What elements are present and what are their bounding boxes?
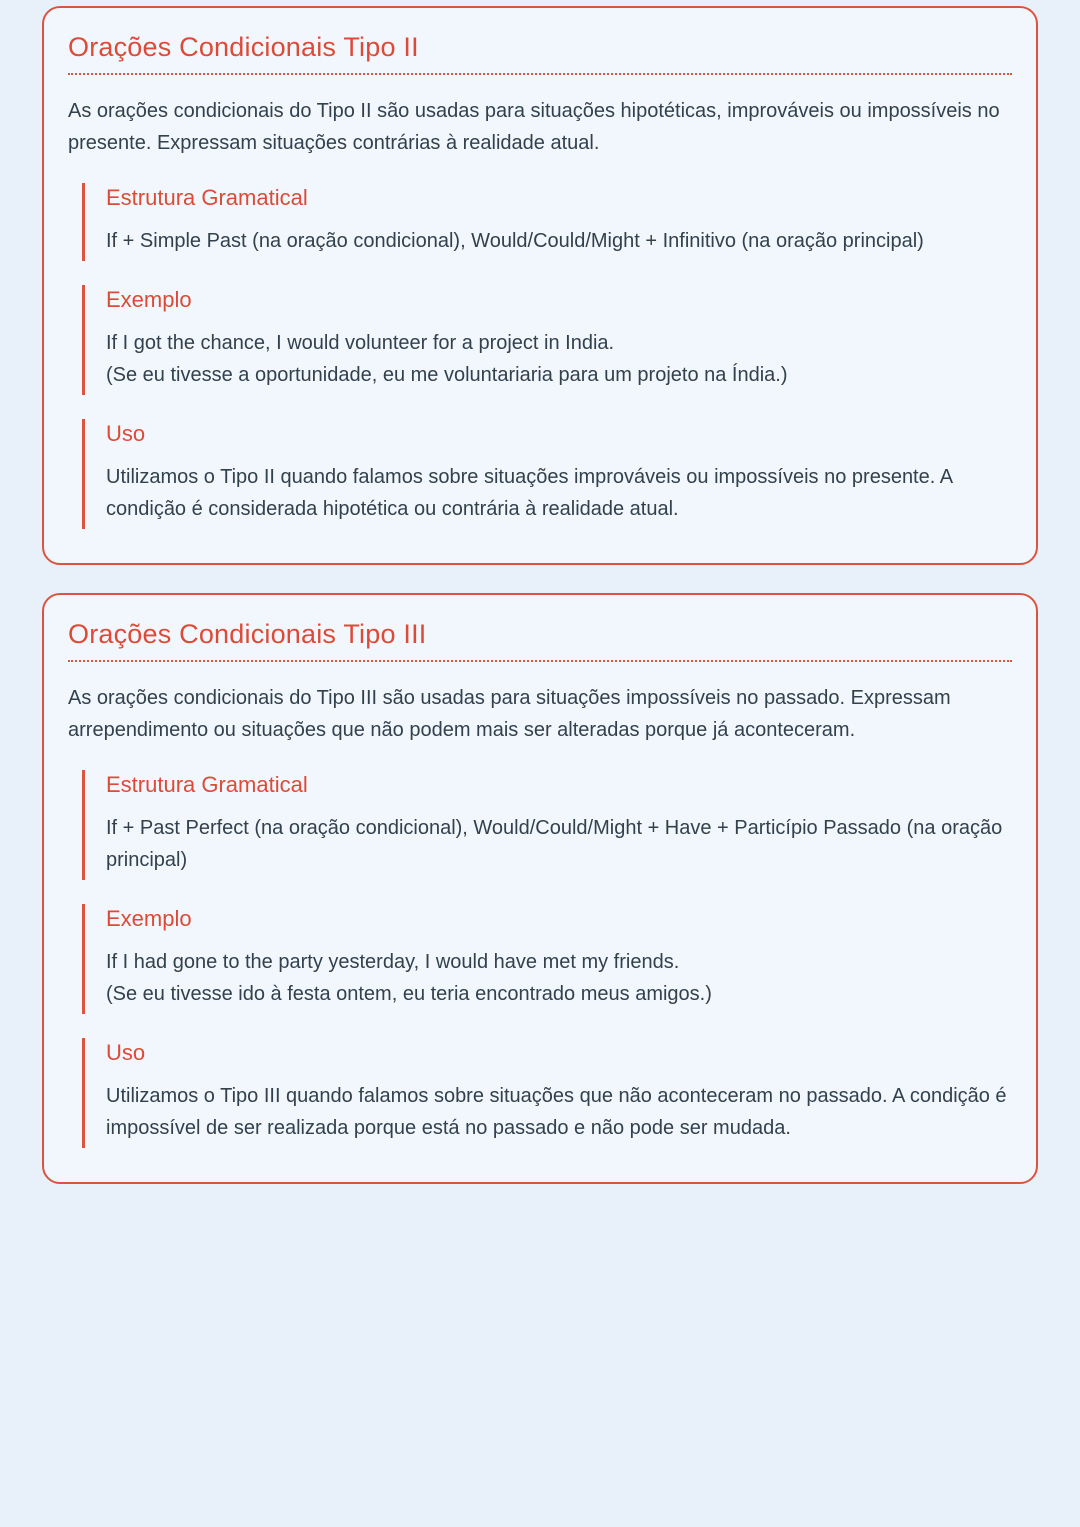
section-line: If + Past Perfect (na oração condicional), Would/Could/Might + Have + Particípio Passado (na oração principal) xyxy=(106,817,1003,871)
section-text xyxy=(106,327,1012,391)
section-line: Utilizamos o Tipo III quando falamos sobre situações que não aconteceram no passado. A condição é impossível de ser realizada porque está no passado e não pode ser mudada. xyxy=(106,1085,1007,1139)
section-text xyxy=(106,461,1012,525)
section-line: (Se eu tivesse a oportunidade, eu me voluntariaria para um projeto na Índia.) xyxy=(106,364,788,386)
card-title: Orações Condicionais Tipo III xyxy=(68,619,1012,662)
section-text xyxy=(106,1080,1012,1144)
section-heading: Estrutura Gramatical xyxy=(106,185,308,210)
section-line: If I had gone to the party yesterday, I would have met my friends. xyxy=(106,951,680,973)
section-text xyxy=(106,946,1012,1010)
card-title: Orações Condicionais Tipo II xyxy=(68,32,1012,75)
card-intro: As orações condicionais do Tipo III são usadas para situações impossíveis no passado. Expressam arrependimento ou situações que não podem mais ser alteradas porque já aconteceram. xyxy=(68,687,951,741)
section-heading: Exemplo xyxy=(106,906,192,931)
section-text xyxy=(106,225,1012,257)
card-tipo-2 xyxy=(42,6,1038,565)
section-estrutura-gramatical xyxy=(82,770,1012,880)
section-estrutura-gramatical xyxy=(82,183,1012,261)
section-heading: Estrutura Gramatical xyxy=(106,772,308,797)
card-tipo-3 xyxy=(42,593,1038,1184)
section-uso xyxy=(82,419,1012,529)
section-line: If I got the chance, I would volunteer for a project in India. xyxy=(106,332,615,354)
section-heading: Exemplo xyxy=(106,287,192,312)
section-exemplo xyxy=(82,904,1012,1014)
section-heading: Uso xyxy=(106,1040,146,1065)
section-line: Utilizamos o Tipo II quando falamos sobre situações improváveis ou impossíveis no presente. A condição é considerada hipotética ou contrária à realidade atual. xyxy=(106,466,952,520)
section-exemplo xyxy=(82,285,1012,395)
section-text xyxy=(106,812,1012,876)
section-uso xyxy=(82,1038,1012,1148)
section-heading: Uso xyxy=(106,421,146,446)
section-line: If + Simple Past (na oração condicional), Would/Could/Might + Infinitivo (na oração principal) xyxy=(106,230,924,252)
card-intro: As orações condicionais do Tipo II são usadas para situações hipotéticas, improváveis ou impossíveis no presente. Expressam situações contrárias à realidade atual. xyxy=(68,100,1000,154)
section-line: (Se eu tivesse ido à festa ontem, eu teria encontrado meus amigos.) xyxy=(106,983,712,1005)
